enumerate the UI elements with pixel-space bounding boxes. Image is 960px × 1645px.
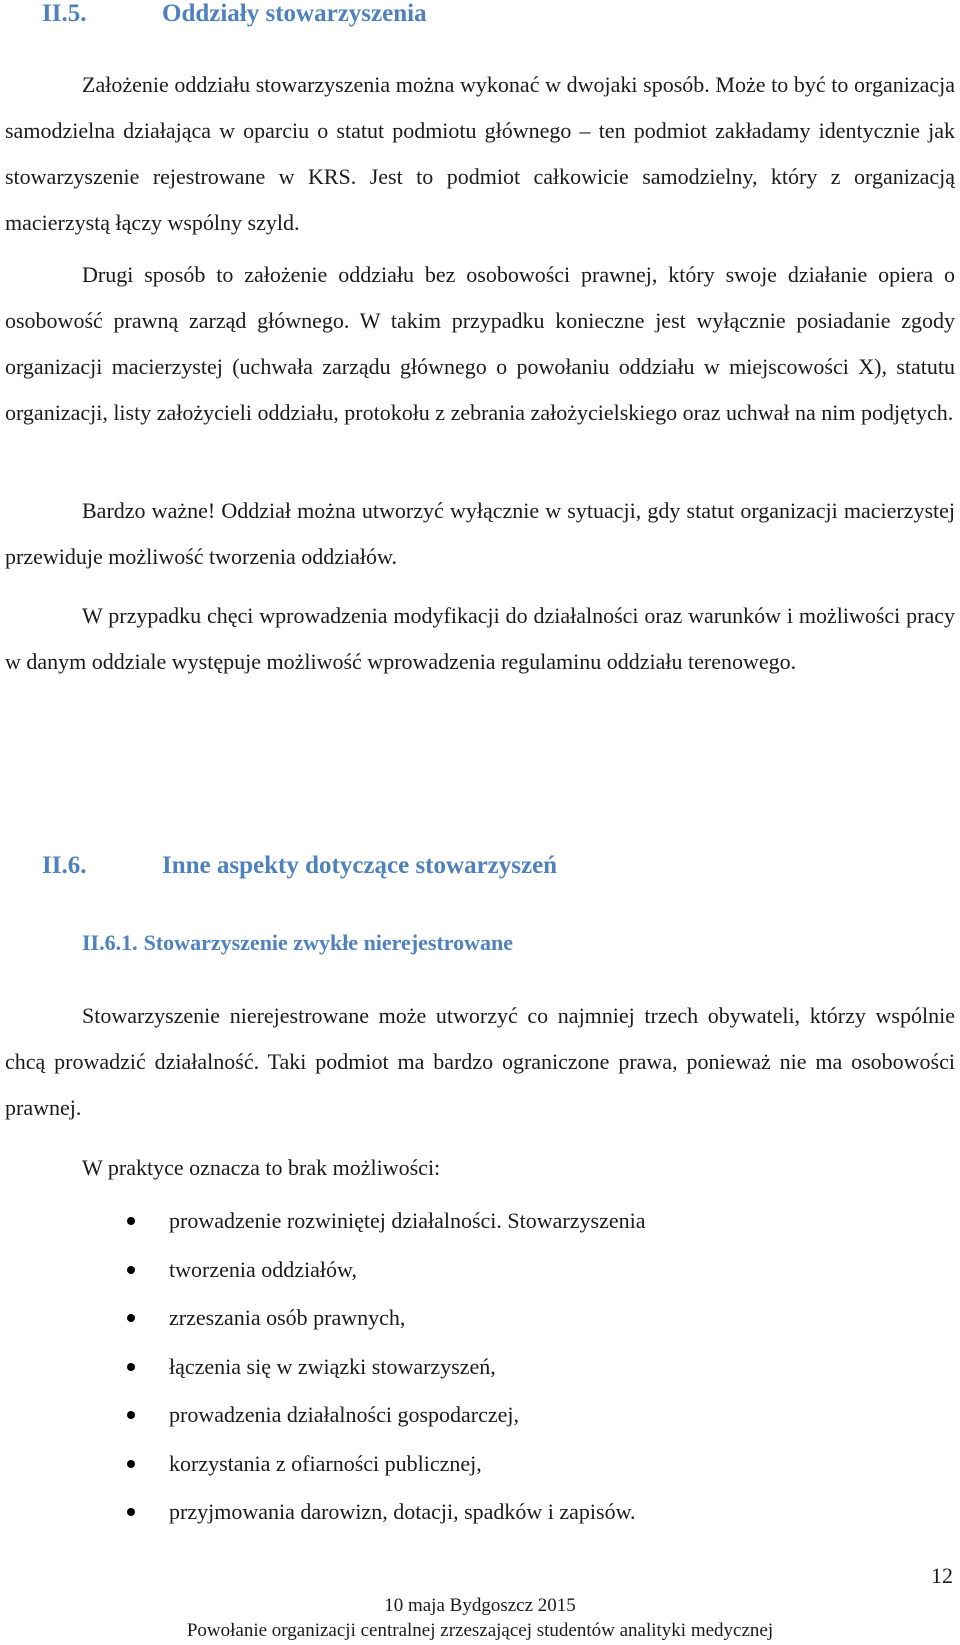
paragraph-branch-regulations: W przypadku chęci wprowadzenia modyfikacji do działalności oraz warunków i możliwości pracy w danym oddziale występuje możliwość wprowadzenia regulaminu oddziału terenowego. bbox=[5, 603, 955, 674]
section-number: II.6. bbox=[42, 852, 87, 879]
list-item-text: tworzenia oddziałów, bbox=[169, 1256, 357, 1282]
bullet-icon bbox=[127, 1460, 135, 1468]
footer-date-place: 10 maja Bydgoszcz 2015 bbox=[384, 1595, 576, 1616]
subsection-title: Stowarzyszenie zwykłe nierejestrowane bbox=[143, 930, 514, 955]
page-number: 12 bbox=[931, 1563, 953, 1588]
list-item-text: prowadzenie rozwiniętej działalności. Stowarzyszenia bbox=[169, 1208, 646, 1233]
bullet-icon bbox=[127, 1314, 135, 1322]
section-number: II.5. bbox=[42, 0, 87, 27]
bullet-icon bbox=[127, 1508, 135, 1516]
list-item-text: przyjmowania darowizn, dotacji, spadków i zapisów. bbox=[169, 1499, 636, 1524]
paragraph-branch-without-legal-personality: Drugi sposób to założenie oddziału bez osobowości prawnej, który swoje działanie opiera o osobowość prawną zarząd głównego. W takim przypadku konieczne jest wyłącznie posiadanie zgody organizacji macierzystej (uchwała zarządu głównego o powołaniu oddziału w miejscowości X), statutu organizacji, listy założycieli oddziału, protokołu z zebrania założycielskiego oraz uchwał na nim podjętych. bbox=[5, 262, 955, 425]
subsection-heading-ii61 bbox=[82, 930, 513, 956]
list-item-text: zrzeszania osób prawnych, bbox=[169, 1305, 406, 1330]
paragraph-important-note: Bardzo ważne! Oddział można utworzyć wyłącznie w sytuacji, gdy statut organizacji macierzystej przewiduje możliwość tworzenia oddziałów. bbox=[5, 498, 955, 569]
list-item-text: prowadzenia działalności gospodarczej, bbox=[169, 1402, 520, 1427]
bullet-icon bbox=[127, 1217, 135, 1225]
paragraph-branch-independent: Założenie oddziału stowarzyszenia można wykonać w dwojaki sposób. Może to być to organizacja samodzielna działająca w oparciu o statut podmiotu głównego – ten podmiot zakładamy identycznie jak stowarzyszenie rejestrowane w KRS. Jest to podmiot całkowicie samodzielny, który z organizacją macierzystą łączy wspólny szyld. bbox=[5, 72, 955, 235]
footer-document-title: Powołanie organizacji centralnej zrzeszającej studentów analityki medycznej bbox=[186, 1620, 774, 1641]
section-title: Inne aspekty dotyczące stowarzyszeń bbox=[162, 852, 558, 879]
bullet-icon bbox=[127, 1411, 135, 1419]
subsection-number: II.6.1. bbox=[82, 930, 138, 955]
list-item-text: korzystania z ofiarności publicznej, bbox=[169, 1450, 482, 1476]
bullet-icon bbox=[127, 1363, 135, 1371]
list-intro: W praktyce oznacza to brak możliwości: bbox=[82, 1155, 441, 1180]
bullet-icon bbox=[127, 1266, 135, 1274]
section-title: Oddziały stowarzyszenia bbox=[162, 0, 427, 27]
list-item-text: łączenia się w związki stowarzyszeń, bbox=[169, 1353, 496, 1379]
paragraph-unregistered-association: Stowarzyszenie nierejestrowane może utworzyć co najmniej trzech obywateli, którzy wspólnie chcą prowadzić działalność. Taki podmiot ma bardzo ograniczone prawa, ponieważ nie ma osobowości prawnej. bbox=[5, 1003, 955, 1120]
